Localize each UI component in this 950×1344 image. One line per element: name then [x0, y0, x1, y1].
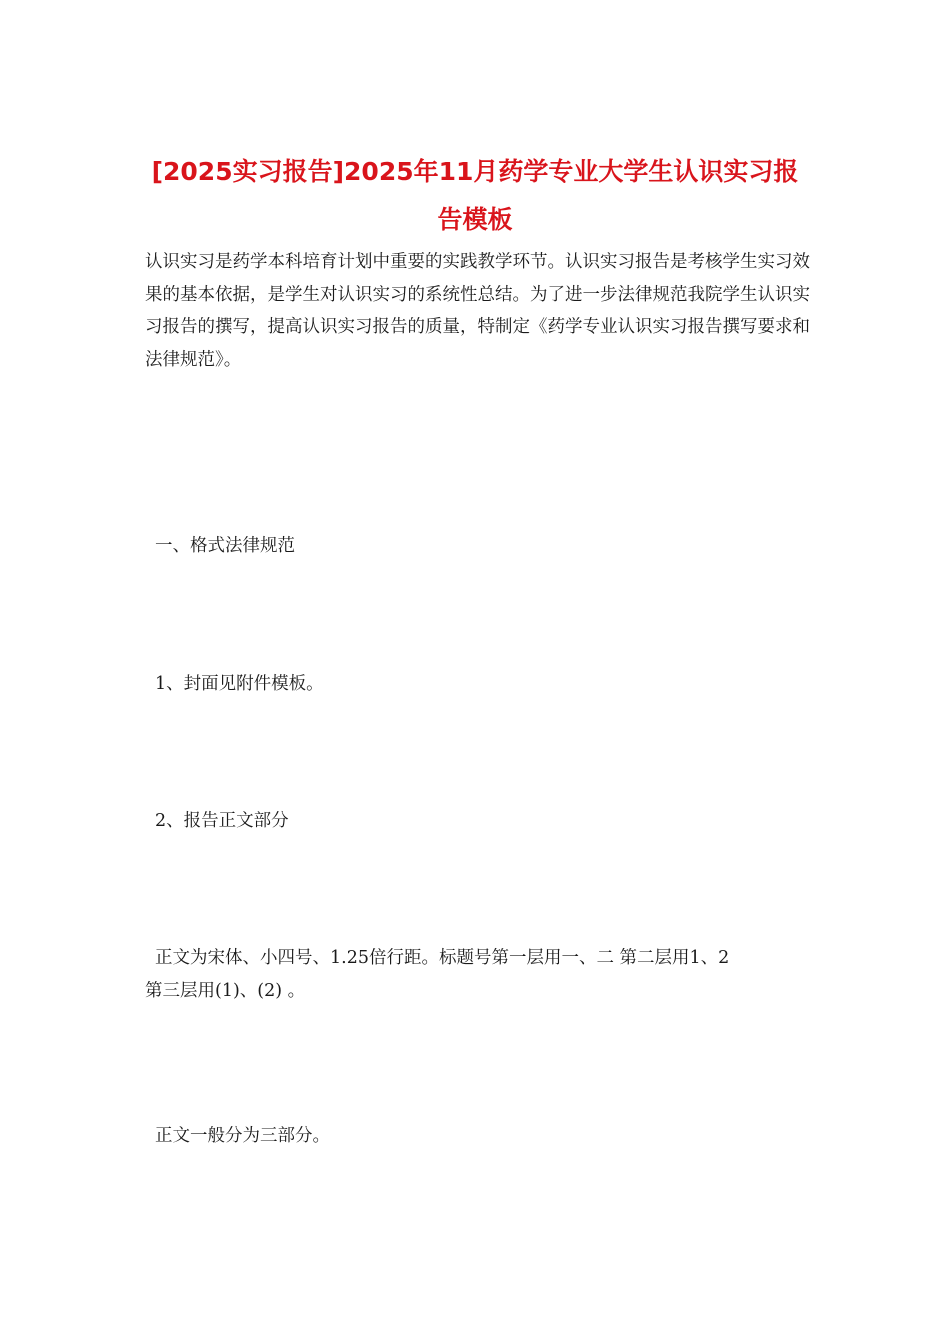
item-report-body: 2、报告正文部分	[155, 811, 289, 831]
document-title: [2025实习报告]2025年11月药学专业大学生认识实习报告模板	[151, 157, 799, 234]
section-heading-format: 一、格式法律规范	[155, 536, 295, 556]
body-parts-line: 正文一般分为三部分。	[155, 1126, 330, 1146]
body-format-line-1: 正文为宋体、小四号、1.25倍行距。标题号第一层用一、二 第二层用1、2	[155, 948, 730, 968]
intro-paragraph: 认识实习是药学本科培育计划中重要的实践教学环节。认识实习报告是考核学生实习效果的基本依据，是学生对认识实习的系统性总结。为了进一步法律规范我院学生认识实习报告的撰写，提高认识实习报告的质量，特制定《药学专业认识实习报告撰写要求和法律规范》。	[145, 252, 810, 370]
item-cover: 1、封面见附件模板。	[155, 674, 324, 694]
body-format-line-2: 第三层用(1)、(2) 。	[145, 981, 306, 1001]
